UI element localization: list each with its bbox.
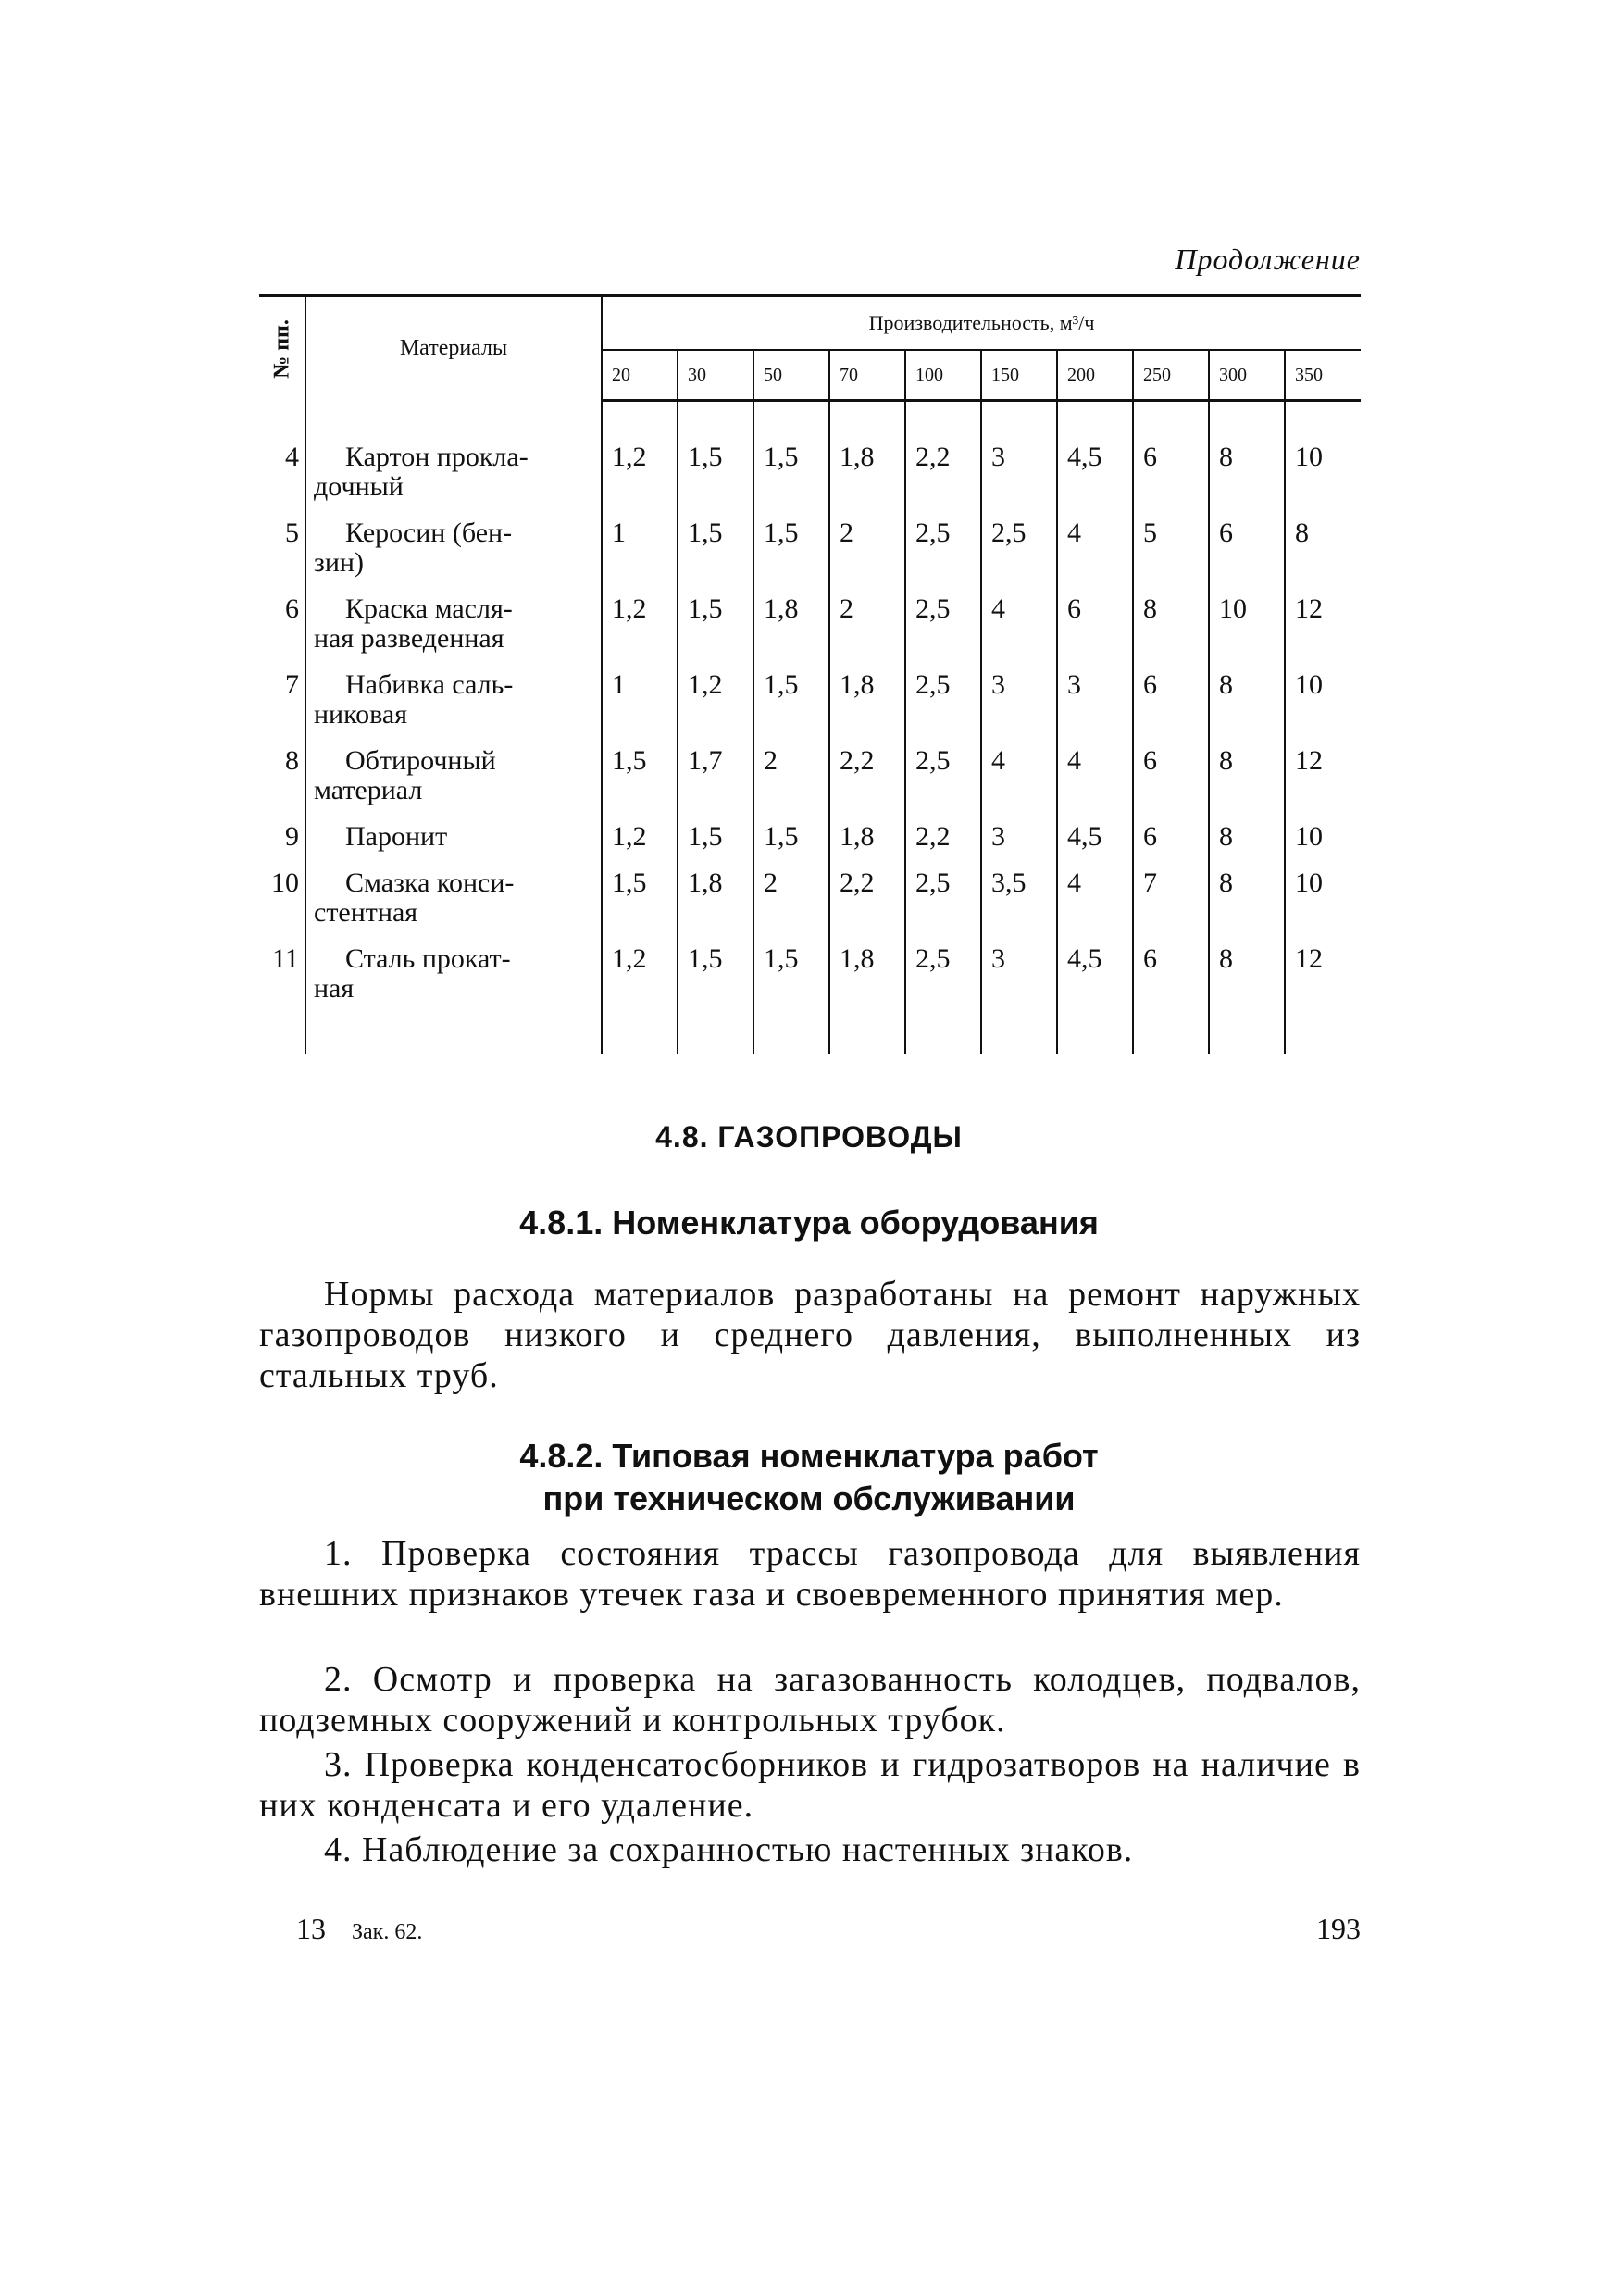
row-number: 9 [259, 818, 305, 865]
table-cell: 1,5 [753, 439, 829, 515]
materials-header: Материалы [305, 296, 602, 401]
table-cell: 3 [981, 667, 1057, 742]
subsection-title-line-1: 4.8.2. Типовая номенклатура работ [519, 1437, 1099, 1475]
material-name [305, 515, 602, 591]
table-cell: 1,8 [829, 818, 905, 865]
material-name [305, 865, 602, 941]
table-cell: 4,5 [1057, 941, 1133, 1017]
column-header: 150 [981, 350, 1057, 401]
table-row [259, 591, 1361, 667]
table-cell: 1,5 [678, 941, 753, 1017]
table-cell: 8 [1285, 515, 1361, 591]
order-note: Зак. 62. [352, 1920, 423, 1944]
material-name-line-2: стентная [314, 897, 418, 928]
material-name [305, 667, 602, 742]
table-cell: 1,8 [753, 591, 829, 667]
table-cell: 2,5 [905, 591, 981, 667]
continuation-label: Продолжение [1175, 243, 1361, 276]
table-cell: 1,5 [753, 515, 829, 591]
table-cell: 12 [1285, 742, 1361, 818]
table-cell: 1,5 [753, 667, 829, 742]
table-cell: 3 [1057, 667, 1133, 742]
table-cell: 10 [1285, 865, 1361, 941]
row-number: 4 [259, 439, 305, 515]
table-cell: 1,2 [602, 818, 678, 865]
table-cell: 1,5 [678, 439, 753, 515]
table-cell: 1,5 [753, 941, 829, 1017]
table-cell: 8 [1209, 941, 1285, 1017]
table-cell: 6 [1057, 591, 1133, 667]
table-cell: 7 [1133, 865, 1209, 941]
table-cell: 1,8 [829, 439, 905, 515]
table-cell: 1,8 [829, 941, 905, 1017]
table-cell: 1 [602, 667, 678, 742]
list-item: 4. Наблюдение за сохранностью настенных знаков. [324, 1830, 1134, 1869]
list-item: 2. Осмотр и проверка на загазованность колодцев, подвалов, подземных сооружений и контрольных трубок. [259, 1660, 1361, 1740]
table-cell: 2 [829, 591, 905, 667]
material-name-line-2: материал [314, 775, 423, 805]
subsection-title-line-2: при техническом обслуживании [542, 1479, 1076, 1517]
list-item: 3. Проверка конденсатосборников и гидрозатворов на наличие в них конденсата и его удаление. [259, 1745, 1361, 1825]
table-cell: 1,7 [678, 742, 753, 818]
material-name-line-2: ная разведенная [314, 623, 504, 654]
table-cell: 10 [1209, 591, 1285, 667]
table-cell: 2 [829, 515, 905, 591]
materials-table-body [259, 401, 1361, 1054]
material-name-line-2: зин) [314, 547, 364, 578]
table-tail-row [259, 1017, 1361, 1054]
table-row [259, 941, 1361, 1017]
material-name-line-2: никовая [314, 699, 408, 730]
table-row [259, 818, 1361, 865]
column-header: 250 [1133, 350, 1209, 401]
table-cell: 2 [753, 742, 829, 818]
column-header: 70 [829, 350, 905, 401]
subsection-title-4-8-2 [0, 1435, 1618, 1520]
column-header: 300 [1209, 350, 1285, 401]
table-cell: 10 [1285, 818, 1361, 865]
table-cell: 3 [981, 818, 1057, 865]
column-header: 30 [678, 350, 753, 401]
table-cell: 2,5 [981, 515, 1057, 591]
table-cell: 1,8 [678, 865, 753, 941]
table-cell: 1,2 [602, 439, 678, 515]
table-cell: 1 [602, 515, 678, 591]
table-cell: 3,5 [981, 865, 1057, 941]
table-cell: 1,5 [678, 515, 753, 591]
table-cell: 4 [1057, 865, 1133, 941]
table-cell: 6 [1133, 941, 1209, 1017]
column-header: 100 [905, 350, 981, 401]
table-cell: 3 [981, 439, 1057, 515]
table-cell: 4,5 [1057, 439, 1133, 515]
row-number: 7 [259, 667, 305, 742]
material-name-line-1: Обтирочный [345, 745, 496, 776]
table-row [259, 515, 1361, 591]
table-cell: 4,5 [1057, 818, 1133, 865]
productivity-header: Производительность, м³/ч [602, 296, 1361, 351]
table-cell: 4 [981, 591, 1057, 667]
material-name-line-1: Картон прокла- [345, 442, 529, 472]
table-cell: 1,5 [602, 742, 678, 818]
column-header: 350 [1285, 350, 1361, 401]
sheet-number: 13 [296, 1912, 326, 1945]
column-header: 200 [1057, 350, 1133, 401]
material-name [305, 591, 602, 667]
table-cell: 6 [1133, 667, 1209, 742]
footer-left [296, 1912, 422, 1946]
material-name-line-2: ная [314, 973, 355, 1004]
row-number: 6 [259, 591, 305, 667]
table-cell: 2,5 [905, 941, 981, 1017]
table-row [259, 667, 1361, 742]
material-name [305, 742, 602, 818]
material-name-line-1: Смазка конси- [345, 867, 515, 898]
column-header: 20 [602, 350, 678, 401]
table-cell: 1,8 [829, 667, 905, 742]
material-name [305, 818, 602, 865]
table-cell: 8 [1209, 667, 1285, 742]
table-cell: 8 [1133, 591, 1209, 667]
table-cell: 2,2 [905, 818, 981, 865]
table-cell: 8 [1209, 742, 1285, 818]
paragraph-norms: Нормы расхода материалов разработаны на ремонт наружных газопроводов низкого и среднего давления, выполненных из стальных труб. [259, 1275, 1361, 1395]
table-cell: 4 [1057, 742, 1133, 818]
row-number: 10 [259, 865, 305, 941]
table-cell: 1,2 [602, 941, 678, 1017]
table-cell: 8 [1209, 818, 1285, 865]
table-cell: 2,5 [905, 742, 981, 818]
row-number: 11 [259, 941, 305, 1017]
table-cell: 1,5 [678, 591, 753, 667]
table-cell: 4 [1057, 515, 1133, 591]
row-number: 8 [259, 742, 305, 818]
table-row [259, 865, 1361, 941]
table-cell: 2,5 [905, 865, 981, 941]
material-name-line-1: Паронит [345, 821, 448, 852]
table-cell: 2,5 [905, 667, 981, 742]
table-cell: 10 [1285, 439, 1361, 515]
section-title: 4.8. ГАЗОПРОВОДЫ [655, 1120, 963, 1154]
material-name-line-1: Краска масля- [345, 593, 513, 624]
table-cell: 6 [1133, 818, 1209, 865]
list-item: 1. Проверка состояния трассы газопровода для выявления внешних признаков утечек газа и своевременного принятия мер. [259, 1534, 1361, 1614]
material-name-line-1: Набивка саль- [345, 669, 514, 700]
table-cell: 5 [1133, 515, 1209, 591]
table-row [259, 439, 1361, 515]
material-name-line-1: Керосин (бен- [345, 518, 513, 548]
table-cell: 6 [1133, 439, 1209, 515]
table-cell: 1,5 [678, 818, 753, 865]
table-cell: 2 [753, 865, 829, 941]
material-name-line-1: Сталь прокат- [345, 943, 511, 974]
table-cell: 1,2 [678, 667, 753, 742]
table-cell: 12 [1285, 941, 1361, 1017]
row-number: 5 [259, 515, 305, 591]
table-cell: 1,5 [753, 818, 829, 865]
table-cell: 1,2 [602, 591, 678, 667]
table-cell: 2,2 [829, 742, 905, 818]
table-cell: 6 [1133, 742, 1209, 818]
table-cell: 6 [1209, 515, 1285, 591]
table-cell: 8 [1209, 439, 1285, 515]
table-row [259, 742, 1361, 818]
page-number: 193 [1316, 1912, 1361, 1945]
table-spacer-row [259, 401, 1361, 440]
materials-table-wrapper [259, 294, 1361, 1054]
row-number-header: № пп. [259, 296, 305, 401]
material-name-line-2: дочный [314, 471, 404, 502]
table-cell: 1,5 [602, 865, 678, 941]
table-cell: 4 [981, 742, 1057, 818]
materials-table [259, 294, 1361, 1054]
table-cell: 12 [1285, 591, 1361, 667]
table-cell: 3 [981, 941, 1057, 1017]
column-header: 50 [753, 350, 829, 401]
table-cell: 2,2 [905, 439, 981, 515]
material-name [305, 439, 602, 515]
table-cell: 2,2 [829, 865, 905, 941]
table-cell: 2,5 [905, 515, 981, 591]
table-cell: 8 [1209, 865, 1285, 941]
table-cell: 10 [1285, 667, 1361, 742]
material-name [305, 941, 602, 1017]
subsection-title-4-8-1: 4.8.1. Номенклатура оборудования [519, 1204, 1099, 1242]
